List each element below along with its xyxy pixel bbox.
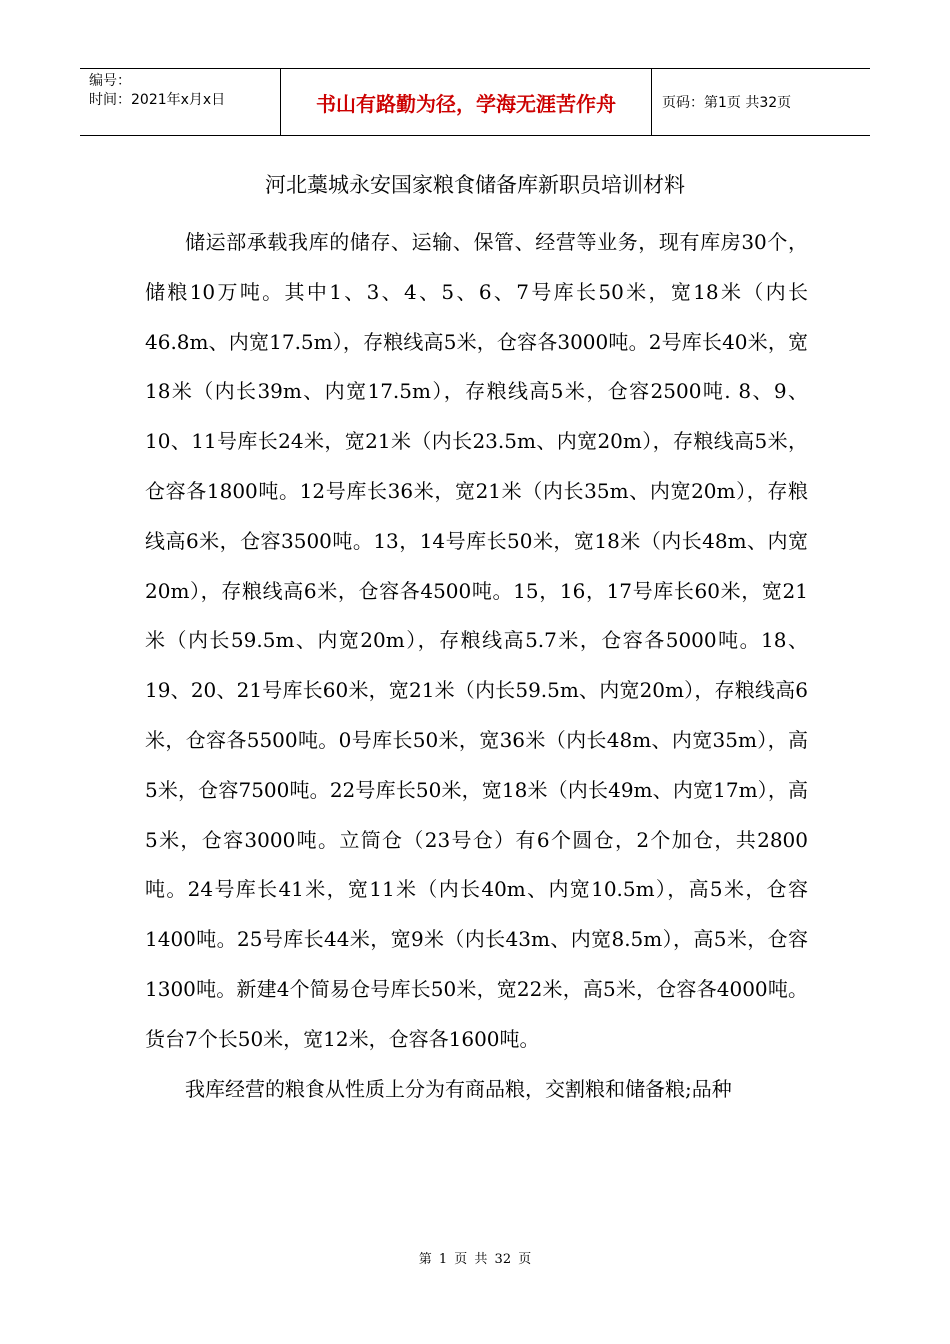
number-label: 编号： <box>89 73 131 89</box>
document-title: 河北藁城永安国家粮食储备库新职员培训材料 <box>265 173 685 197</box>
page-header <box>80 68 870 136</box>
paragraph: 储运部承载我库的储存、运输、保管、经营等业务，现有库房30个，储粮10万吨。其中1、3、4、5、6、7号库长50米，宽18米（内长46.8m、内宽17.5m），存粮线高5米，仓容各3000吨。2号库长40米，宽18米（内长39m、内宽17.5m），存粮线高5米，仓容2500吨. 8、9、10、11号库长24米，宽21米（内长23.5m、内宽20m），存粮线高5米，仓容各1800吨。12号库长36米，宽21米（内长35m、内宽20m），存粮线高6米，仓容3500吨。13，14号库长50米，宽18米（内长48m、内宽20m），存粮线高6米，仓容各4500吨。15，16，17号库长60米，宽21米（内长59.5m、内宽20m），存粮线高5.7米，仓容各5000吨。18、19、20、21号库长60米，宽21米（内长59.5m、内宽20m），存粮线高6米，仓容各5500吨。0号库长50米，宽36米（内长48m、内宽35m），高5米，仓容7500吨。22号库长50米，宽18米（内长49m、内宽17m），高5米，仓容3000吨。立筒仓（23号仓）有6个圆仓，2个加仓，共2800吨。24号库长41米，宽11米（内长40m、内宽10.5m），高5米，仓容1400吨。25号库长44米，宽9米（内长43m、内宽8.5m），高5米，仓容1300吨。新建4个简易仓号库长50米，宽22米，高5米，仓容各4000吨。货台7个长50米，宽12米，仓容各1600吨。 <box>145 230 808 1051</box>
header-meta <box>80 69 281 135</box>
date-label: 时间：2021年x月x日 <box>89 92 226 108</box>
page-footer: 第 1 页 共 32 页 <box>418 1252 532 1267</box>
paragraph: 我库经营的粮食从性质上分为有商品粮，交割粮和储备粮;品种 <box>185 1076 732 1101</box>
document-body <box>145 218 808 1114</box>
header-page-info: 页码：第1页 共32页 <box>662 95 792 111</box>
header-motto: 书山有路勤为径，学海无涯苦作舟 <box>281 69 652 135</box>
